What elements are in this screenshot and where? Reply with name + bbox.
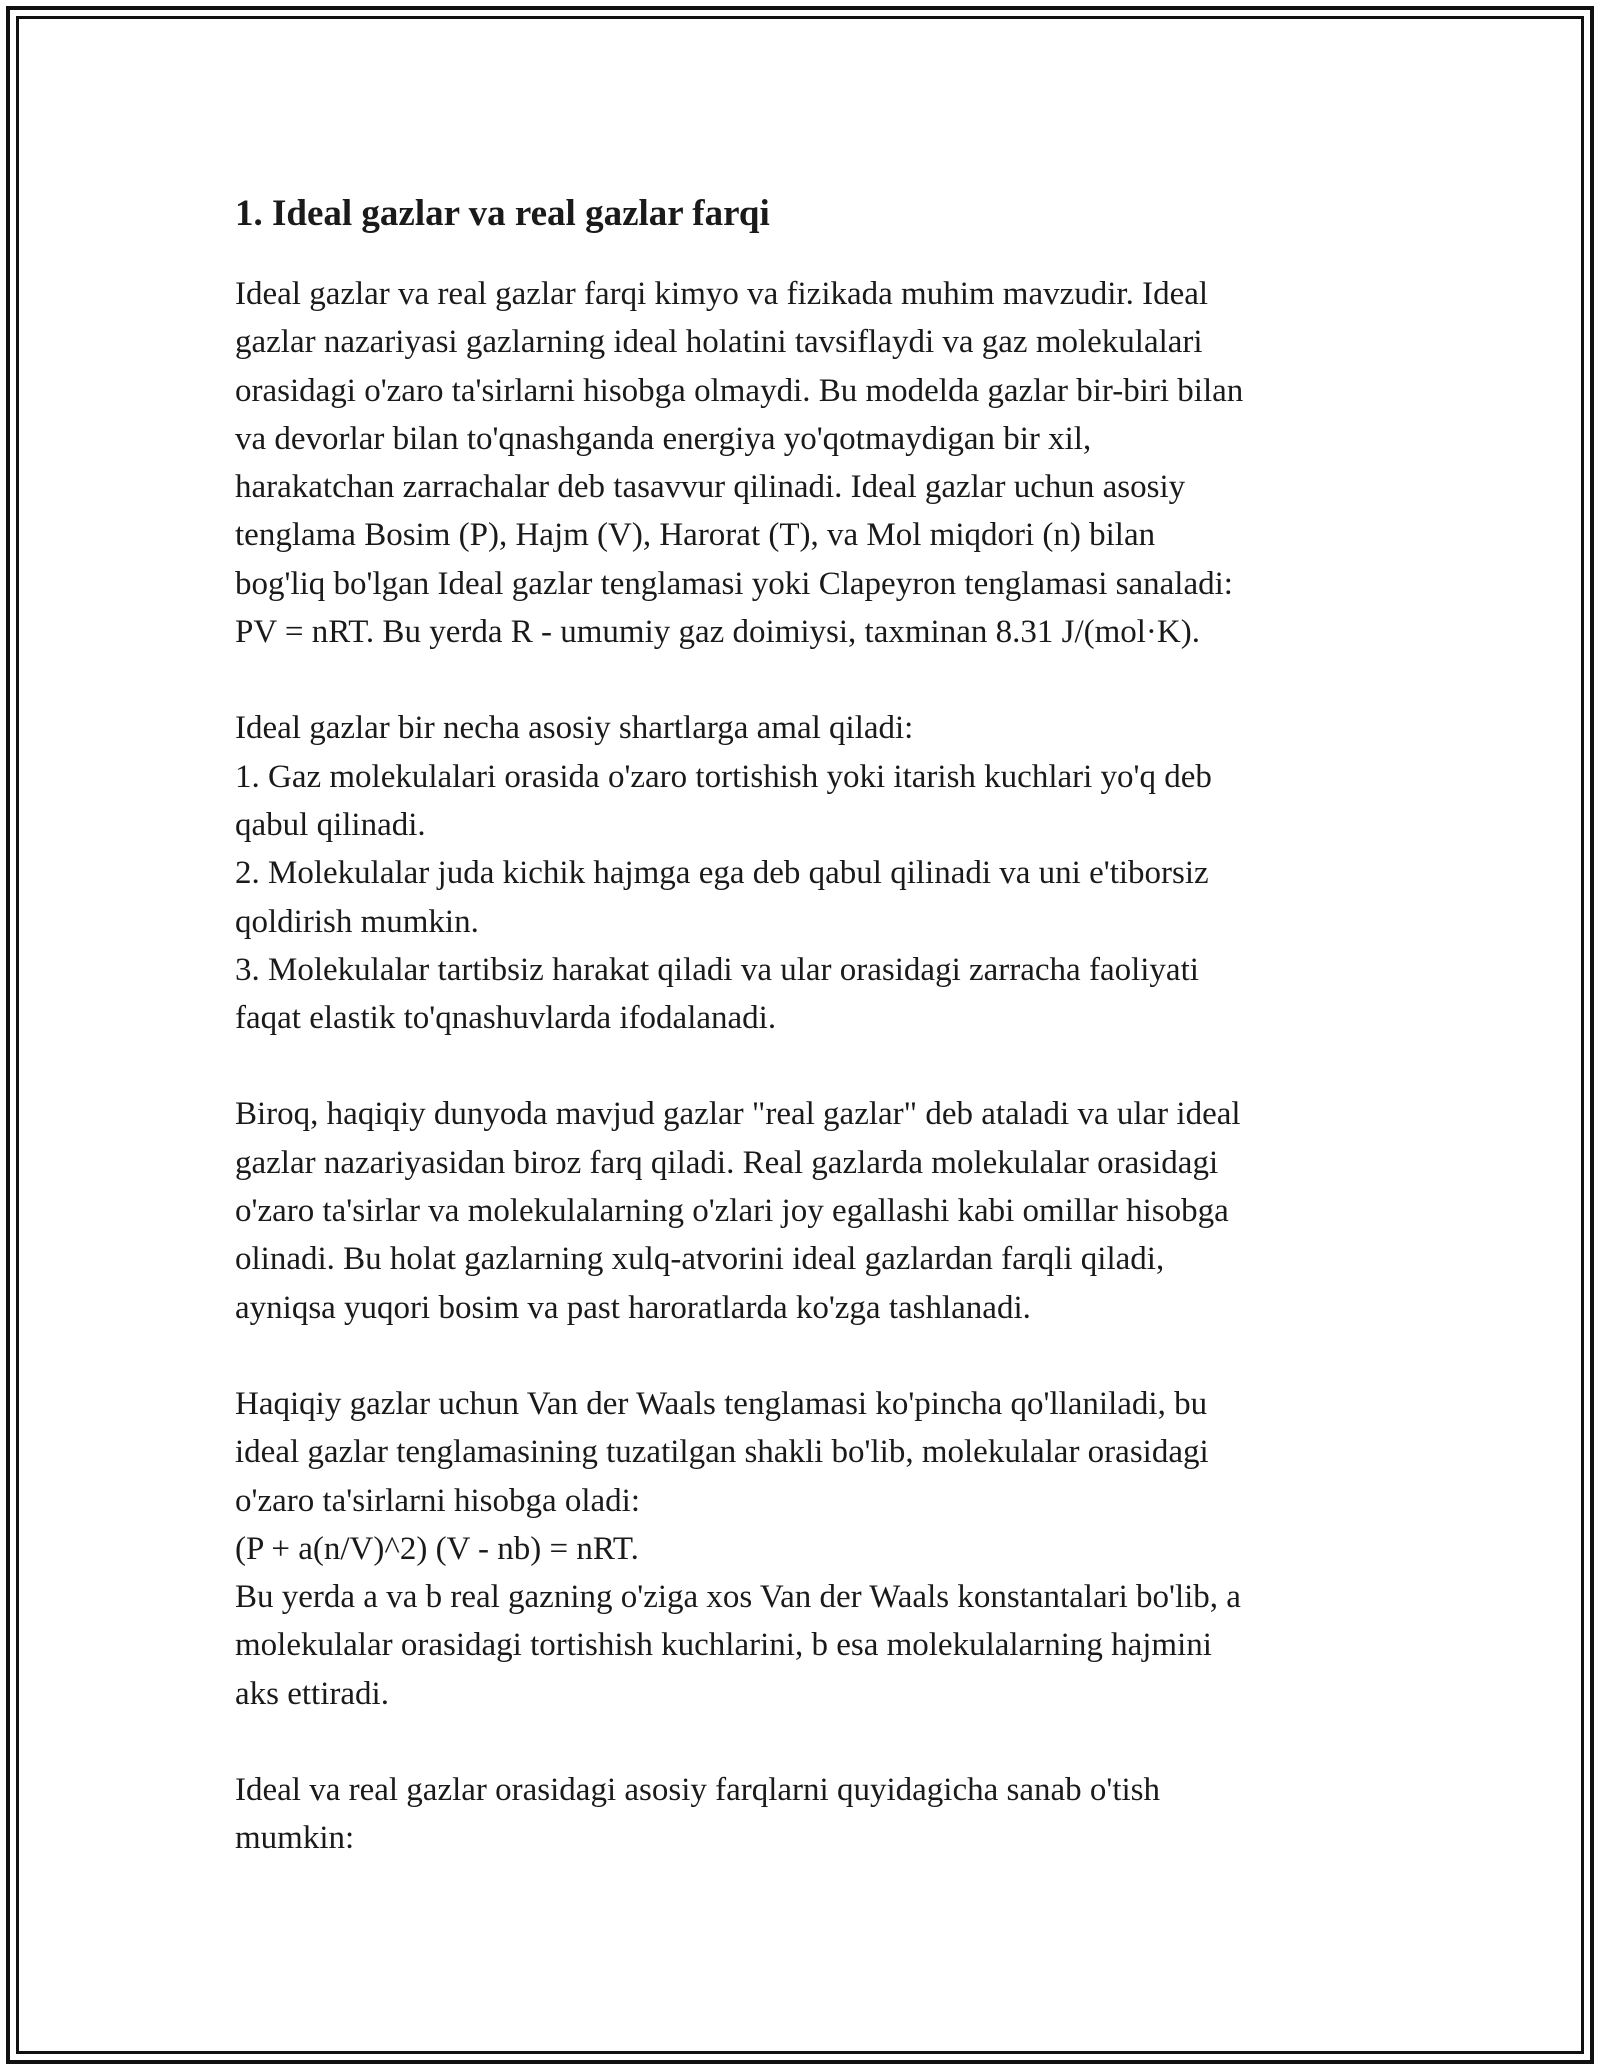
paragraph-ideal-gas-conditions: Ideal gazlar bir necha asosiy shartlarga amal qiladi: 1. Gaz molekulalari orasida o'zaro tortishish yoki itarish kuchlari yo'q deb qabul qilinadi. 2. Molekulalar juda kichik hajmga ega deb qabul qilinadi va uni e'tiborsiz qoldirish mumkin. 3. Molekulalar tartibsiz harakat qiladi va ular orasidagi zarracha faoliyati faqat elastik to'qnashuvlarda ifodalanadi. [235,710,1212,1037]
paragraph-real-gases: Biroq, haqiqiy dunyoda mavjud gazlar "real gazlar" deb ataladi va ular ideal gazlar nazariyasidan biroz farq qiladi. Real gazlarda molekulalar orasidagi o'zaro ta'sirlar va molekulalarning o'zlari joy egallashi kabi omillar hisobga olinadi. Bu holat gazlarning xulq-atvorini ideal gazlardan farqli qiladi, ayniqsa yuqori bosim va past haroratlarda ko'zga tashlanadi. [235,1096,1241,1326]
section-heading: 1. Ideal gazlar va real gazlar farqi [235,193,770,234]
paragraph-differences-intro: Ideal va real gazlar orasidagi asosiy farqlarni quyidagicha sanab o'tish mumkin: [235,1772,1160,1857]
document-body [235,188,1385,1911]
paragraph-van-der-waals: Haqiqiy gazlar uchun Van der Waals tenglamasi ko'pincha qo'llaniladi, bu ideal gazlar tenglamasining tuzatilgan shakli bo'lib, molekulalar orasidagi o'zaro ta'sirlarni hisobga oladi: (P + a(n/V)^2) (V - nb) = nRT. Bu yerda a va b real gazning o'ziga xos Van der Waals konstantalari bo'lib, a molekulalar orasidagi tortishish kuchlarini, b esa molekulalarning hajmini aks ettiradi. [235,1385,1241,1712]
paragraph-ideal-gas-intro: Ideal gazlar va real gazlar farqi kimyo va fizikada muhim mavzudir. Ideal gazlar nazariyasi gazlarning ideal holatini tavsiflaydi va gaz molekulalari orasidagi o'zaro ta'sirlarni hisobga olmaydi. Bu modelda gazlar bir-biri bilan va devorlar bilan to'qnashganda energiya yo'qotmaydigan bir xil, harakatchan zarrachalar deb tasavvur qilinadi. Ideal gazlar uchun asosiy tenglama Bosim (P), Hajm (V), Harorat (T), va Mol miqdori (n) bilan bog'liq bo'lgan Ideal gazlar tenglamasi yoki Clapeyron tenglamasi sanaladi: PV = nRT. Bu yerda R - umumiy gaz doimiysi, taxminan 8.31 J/(mol·K). [235,276,1244,651]
